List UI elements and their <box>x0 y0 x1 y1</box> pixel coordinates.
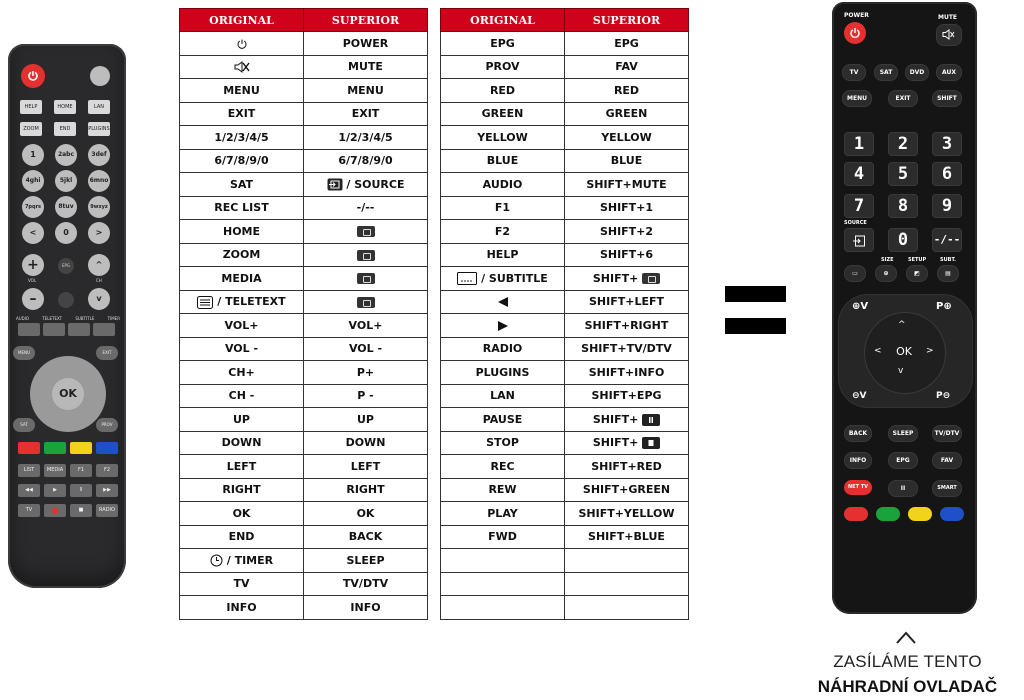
superior-cell: MENU <box>304 79 428 103</box>
num-9: 9 <box>932 194 962 218</box>
mute-icon <box>942 29 955 40</box>
num-6: 6 <box>932 162 962 186</box>
original-cell: OK <box>180 502 304 526</box>
superior-cell: P - <box>304 384 428 408</box>
table-row <box>180 102 428 126</box>
num-2: 2abc <box>55 144 77 166</box>
superior-cell: SLEEP <box>304 549 428 573</box>
play-button: ▶ <box>44 484 66 497</box>
pause-button: II <box>888 480 918 497</box>
clock-icon <box>210 554 223 567</box>
superior-cell: SHIFT+YELLOW <box>565 502 689 526</box>
original-cell: F2 <box>441 220 565 244</box>
table-row <box>180 314 428 338</box>
superior-cell: RIGHT <box>304 478 428 502</box>
original-cell: RADIO <box>441 337 565 361</box>
yellow-button <box>908 507 932 521</box>
original-cell: RIGHT <box>180 478 304 502</box>
original-cell: HELP <box>441 243 565 267</box>
original-cell: VOL - <box>180 337 304 361</box>
table-row <box>441 596 689 620</box>
original-cell: MENU <box>180 79 304 103</box>
stop-key-icon <box>642 437 660 449</box>
table-row <box>441 314 689 338</box>
table-row <box>180 478 428 502</box>
superior-cell: SHIFT+RIGHT <box>565 314 689 338</box>
net-tv-button: NET TV <box>844 480 872 495</box>
table-row <box>180 267 428 291</box>
table-row <box>180 55 428 79</box>
exit-button: EXIT <box>888 90 918 107</box>
table-row <box>180 220 428 244</box>
original-cell: RED <box>441 79 565 103</box>
original-cell <box>180 55 304 79</box>
source-icon <box>852 235 866 247</box>
list-button: LIST <box>18 464 40 477</box>
table-header-row <box>180 9 428 32</box>
media-button: MEDIA <box>44 464 66 477</box>
blue-button <box>96 442 118 454</box>
ch-label: CH <box>96 278 102 283</box>
epg-button: EPG <box>888 452 918 469</box>
left-triangle-icon <box>497 296 509 308</box>
sleep-button: SLEEP <box>888 425 918 442</box>
num-8: 8 <box>888 194 918 218</box>
superior-cell: SHIFT+MUTE <box>565 173 689 197</box>
original-cell <box>441 549 565 573</box>
power-icon <box>27 70 39 82</box>
table-row <box>180 502 428 526</box>
superior-cell: BLUE <box>565 149 689 173</box>
caption-line-2: NÁHRADNÍ OVLADAČ <box>817 677 998 696</box>
superior-cell: SHIFT+ <box>565 267 689 291</box>
superior-cell: GREEN <box>565 102 689 126</box>
blue-button <box>940 507 964 521</box>
zoom-button: ZOOM <box>20 122 42 136</box>
superior-cell: SHIFT+TV/DTV <box>565 337 689 361</box>
superior-cell: -/-- <box>304 196 428 220</box>
table-row <box>180 549 428 573</box>
mute-icon <box>234 61 250 73</box>
source-button <box>844 228 874 252</box>
radio-button: RADIO <box>96 504 118 517</box>
superior-cell: MUTE <box>304 55 428 79</box>
table-row <box>180 431 428 455</box>
subtitle-box-icon <box>457 272 477 285</box>
replacement-remote <box>832 2 977 614</box>
original-cell: EXIT <box>180 102 304 126</box>
superior-cell: POWER <box>304 32 428 56</box>
dvd-button: DVD <box>905 64 929 81</box>
table-row <box>441 32 689 56</box>
original-cell: UP <box>180 408 304 432</box>
table-row <box>441 290 689 314</box>
plugins-button: PLUGINS <box>88 122 110 136</box>
superior-cell: EXIT <box>304 102 428 126</box>
ok-button: OK <box>52 378 84 410</box>
table-row <box>180 455 428 479</box>
original-cell: MEDIA <box>180 267 304 291</box>
superior-cell: SHIFT+EPG <box>565 384 689 408</box>
superior-cell: TV/DTV <box>304 572 428 596</box>
table-row <box>180 32 428 56</box>
superior-cell: VOL - <box>304 337 428 361</box>
subtitle-key-icon <box>357 297 375 308</box>
original-cell: FWD <box>441 525 565 549</box>
table-row <box>180 196 428 220</box>
table-row <box>441 361 689 385</box>
mapping-table-left <box>179 8 428 620</box>
down-arrow: v <box>898 366 904 376</box>
info-button: INFO <box>844 452 872 469</box>
equals-sign-top <box>725 286 786 302</box>
superior-cell: LEFT <box>304 455 428 479</box>
table-row <box>441 196 689 220</box>
original-cell: TV <box>180 572 304 596</box>
original-cell: ZOOM <box>180 243 304 267</box>
right-arrow: > <box>926 346 934 356</box>
superior-cell: SHIFT+LEFT <box>565 290 689 314</box>
original-cell: CH+ <box>180 361 304 385</box>
num-5: 5jkl <box>55 170 77 192</box>
original-cell: PROV <box>441 55 565 79</box>
superior-cell <box>565 572 689 596</box>
superior-cell <box>304 243 428 267</box>
original-cell: VOL+ <box>180 314 304 338</box>
table-row <box>441 55 689 79</box>
setup-label: SETUP <box>908 257 927 263</box>
num-5: 5 <box>888 162 918 186</box>
num-7: 7 <box>844 194 874 218</box>
exit-button: EXIT <box>96 346 118 360</box>
original-cell: REC LIST <box>180 196 304 220</box>
up-arrow: ^ <box>898 320 906 330</box>
table-row <box>180 126 428 150</box>
header-original: ORIGINAL <box>441 9 565 32</box>
header-original: ORIGINAL <box>180 9 304 32</box>
original-cell: CH - <box>180 384 304 408</box>
vol-plus-button: + <box>22 254 44 276</box>
vol-label: VOL <box>28 278 37 283</box>
superior-cell: SHIFT+RED <box>565 455 689 479</box>
fav-button: FAV <box>932 452 962 469</box>
tvdtv-button: TV/DTV <box>932 425 962 442</box>
original-cell: YELLOW <box>441 126 565 150</box>
prov-button: PROV <box>96 418 118 432</box>
subtitle-button: ▤ <box>937 265 959 282</box>
header-superior: SUPERIOR <box>565 9 689 32</box>
original-cell: PLAY <box>441 502 565 526</box>
rew-button: ◀◀ <box>18 484 40 497</box>
superior-cell: VOL+ <box>304 314 428 338</box>
mute-button <box>90 66 110 86</box>
table-row <box>441 549 689 573</box>
ch-down-button: v <box>88 288 110 310</box>
superior-cell: SHIFT+2 <box>565 220 689 244</box>
ok-button: OK <box>896 345 912 358</box>
original-cell: / TIMER <box>180 549 304 573</box>
original-cell <box>441 596 565 620</box>
original-cell: 6/7/8/9/0 <box>180 149 304 173</box>
sat-button: SAT <box>874 64 898 81</box>
superior-cell <box>565 549 689 573</box>
superior-cell: BACK <box>304 525 428 549</box>
table-row <box>441 243 689 267</box>
table-header-row <box>441 9 689 32</box>
dash-button: -/-- <box>932 228 962 252</box>
table-row <box>441 126 689 150</box>
num-3: 3 <box>932 132 962 156</box>
original-cell: PAUSE <box>441 408 565 432</box>
setup-button: ◩ <box>906 265 928 282</box>
size-key-icon <box>357 226 375 237</box>
yellow-button <box>70 442 92 454</box>
superior-cell: SHIFT+ <box>565 408 689 432</box>
original-cell: DOWN <box>180 431 304 455</box>
power-label: POWER <box>844 12 869 19</box>
tv-button: TV <box>18 504 40 517</box>
table-row <box>441 408 689 432</box>
superior-cell: / SOURCE <box>304 173 428 197</box>
superior-cell: YELLOW <box>565 126 689 150</box>
superior-cell: RED <box>565 79 689 103</box>
table-row <box>180 243 428 267</box>
subtitle-key-icon <box>642 273 660 284</box>
superior-cell: SHIFT+INFO <box>565 361 689 385</box>
setup-key-icon <box>357 273 375 284</box>
rec-button: ● <box>44 504 66 517</box>
table-row <box>441 502 689 526</box>
menu-button: MENU <box>842 90 872 107</box>
power-icon <box>849 27 861 39</box>
original-cell <box>441 572 565 596</box>
epg-button: EPG <box>58 258 74 274</box>
num-3: 3def <box>88 144 110 166</box>
p-minus-label: P⊖ <box>936 391 951 401</box>
table-row <box>180 525 428 549</box>
stop-button: ■ <box>70 504 92 517</box>
num-4: 4ghi <box>22 170 44 192</box>
original-cell: / TELETEXT <box>180 290 304 314</box>
fwd-button: ▶▶ <box>96 484 118 497</box>
original-cell: PLUGINS <box>441 361 565 385</box>
menu-button: MENU <box>13 346 35 360</box>
superior-cell: 6/7/8/9/0 <box>304 149 428 173</box>
left-arrow-button: < <box>22 222 44 244</box>
original-remote <box>8 44 126 588</box>
left-arrow: < <box>874 346 882 356</box>
pause-key-icon <box>642 414 660 426</box>
lan-button: LAN <box>88 100 110 114</box>
original-cell <box>441 314 565 338</box>
original-cell: BLUE <box>441 149 565 173</box>
original-cell: REW <box>441 478 565 502</box>
table-row <box>180 290 428 314</box>
table-row <box>180 572 428 596</box>
help-button: HELP <box>20 100 42 114</box>
superior-cell: 1/2/3/4/5 <box>304 126 428 150</box>
superior-cell: INFO <box>304 596 428 620</box>
home-button: ▭ <box>844 265 866 282</box>
green-button <box>44 442 66 454</box>
num-7: 7pqrs <box>22 196 44 218</box>
vol-minus-button: – <box>22 288 44 310</box>
table-row <box>441 455 689 479</box>
table-row <box>441 149 689 173</box>
superior-cell <box>304 220 428 244</box>
table-row <box>441 79 689 103</box>
superior-cell: SHIFT+ <box>565 431 689 455</box>
aux-button: AUX <box>936 64 962 81</box>
superior-cell: FAV <box>565 55 689 79</box>
smart-button: SMART <box>932 480 962 497</box>
table-row <box>441 173 689 197</box>
end-button: END <box>54 122 76 136</box>
original-cell: EPG <box>441 32 565 56</box>
superior-cell: DOWN <box>304 431 428 455</box>
table-row <box>441 525 689 549</box>
subt-label: SUBT. <box>940 257 957 263</box>
superior-cell: SHIFT+6 <box>565 243 689 267</box>
table-row <box>441 102 689 126</box>
right-arrow-button: > <box>88 222 110 244</box>
superior-cell <box>304 267 428 291</box>
num-0: 0 <box>888 228 918 252</box>
table-row <box>441 267 689 291</box>
original-cell: GREEN <box>441 102 565 126</box>
info-button <box>58 292 74 308</box>
f1-button: F1 <box>70 464 92 477</box>
num-0: 0 <box>55 222 77 244</box>
num-1: 1 <box>844 132 874 156</box>
red-button <box>18 442 40 454</box>
table-row <box>180 408 428 432</box>
superior-cell: UP <box>304 408 428 432</box>
back-button: BACK <box>844 425 872 442</box>
vol-minus-label: ⊖V <box>852 391 867 401</box>
num-2: 2 <box>888 132 918 156</box>
zoom-button: ⊕ <box>875 265 897 282</box>
size-label: SIZE <box>881 257 894 263</box>
vol-plus-label: ⊕V <box>852 301 869 312</box>
superior-cell: P+ <box>304 361 428 385</box>
superior-cell: OK <box>304 502 428 526</box>
original-cell: END <box>180 525 304 549</box>
power-icon <box>236 38 248 50</box>
table-row <box>180 173 428 197</box>
green-button <box>876 507 900 521</box>
table-row <box>180 596 428 620</box>
ch-up-button: ^ <box>88 254 110 276</box>
shift-button: SHIFT <box>932 90 962 107</box>
num-9: 9wxyz <box>88 196 110 218</box>
table-row <box>180 149 428 173</box>
function-labels: AUDIO TELETEXT SUBTITLE TIMER <box>16 316 120 321</box>
num-8: 8tuv <box>55 196 77 218</box>
superior-cell: SHIFT+GREEN <box>565 478 689 502</box>
home-button: HOME <box>54 100 76 114</box>
header-superior: SUPERIOR <box>304 9 428 32</box>
original-cell: / SUBTITLE <box>441 267 565 291</box>
table-row <box>441 220 689 244</box>
table-row <box>180 384 428 408</box>
table-row <box>441 384 689 408</box>
original-cell <box>441 290 565 314</box>
caret-up-icon <box>895 626 917 648</box>
original-cell: LAN <box>441 384 565 408</box>
equals-sign-bottom <box>725 318 786 334</box>
original-cell: STOP <box>441 431 565 455</box>
original-cell: REC <box>441 455 565 479</box>
superior-cell: EPG <box>565 32 689 56</box>
pause-button: II <box>70 484 92 497</box>
num-4: 4 <box>844 162 874 186</box>
num-6: 6mno <box>88 170 110 192</box>
mute-label: MUTE <box>938 14 958 21</box>
source-label: SOURCE <box>844 220 867 226</box>
original-cell: INFO <box>180 596 304 620</box>
table-row <box>180 361 428 385</box>
right-triangle-icon <box>497 320 509 332</box>
original-cell: HOME <box>180 220 304 244</box>
source-icon <box>327 178 343 191</box>
table-row <box>441 337 689 361</box>
p-plus-label: P⊕ <box>936 301 952 312</box>
teletext-icon <box>197 296 213 309</box>
superior-cell <box>565 596 689 620</box>
tv-button: TV <box>842 64 866 81</box>
sat-button: SAT <box>13 418 35 432</box>
table-row <box>441 572 689 596</box>
table-row <box>441 478 689 502</box>
table-row <box>180 337 428 361</box>
original-cell: SAT <box>180 173 304 197</box>
superior-cell <box>304 290 428 314</box>
audio-button <box>18 323 40 336</box>
zoom-key-icon <box>357 250 375 261</box>
original-cell: F1 <box>441 196 565 220</box>
teletext-button <box>43 323 65 336</box>
superior-cell: SHIFT+BLUE <box>565 525 689 549</box>
num-1: 1 <box>22 144 44 166</box>
f2-button: F2 <box>96 464 118 477</box>
original-cell: 1/2/3/4/5 <box>180 126 304 150</box>
table-row <box>441 431 689 455</box>
timer-button <box>93 323 115 336</box>
caption-line-1: ZASÍLÁME TENTO <box>833 652 982 671</box>
original-cell: AUDIO <box>441 173 565 197</box>
subtitle-button <box>68 323 90 336</box>
red-button <box>844 507 868 521</box>
table-row <box>180 79 428 103</box>
superior-cell: SHIFT+1 <box>565 196 689 220</box>
mapping-table-right <box>440 8 689 620</box>
original-cell: LEFT <box>180 455 304 479</box>
original-cell <box>180 32 304 56</box>
